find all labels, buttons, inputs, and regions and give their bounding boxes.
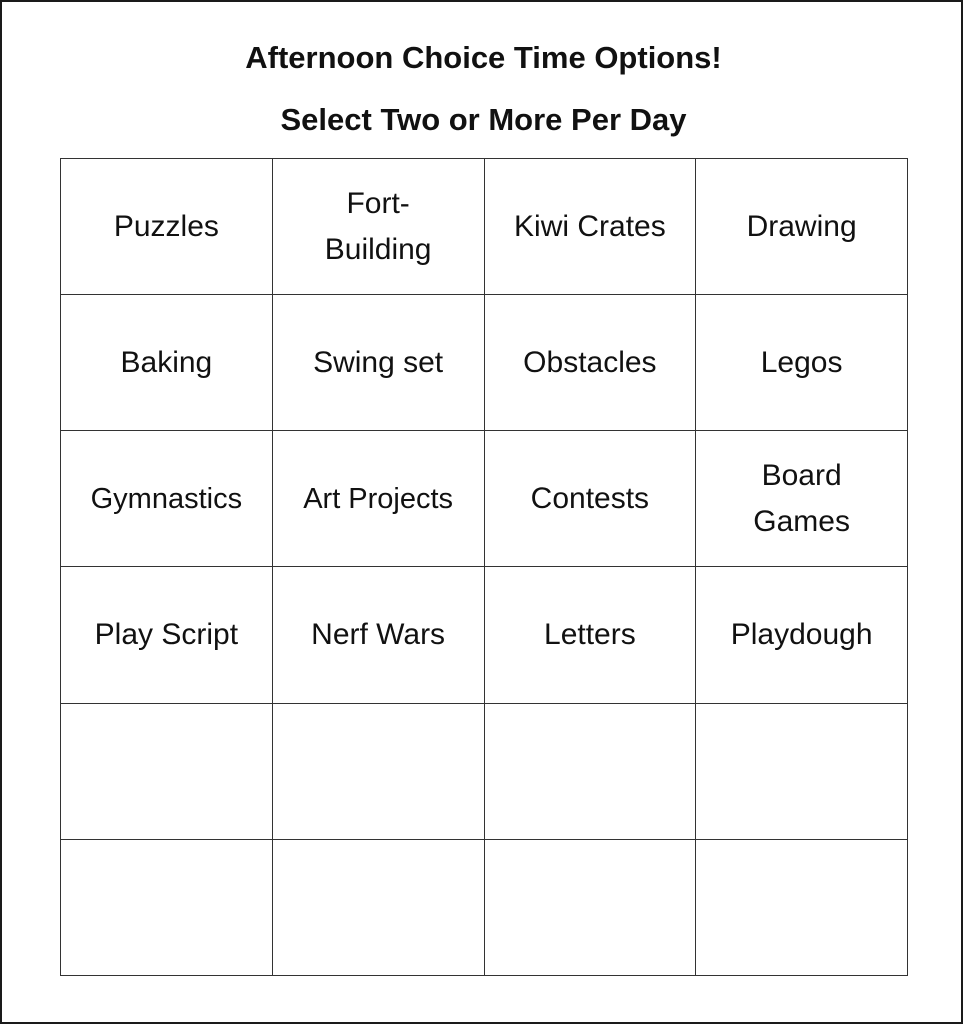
- grid-cell: [484, 159, 696, 295]
- activity-label: Board Games: [753, 458, 850, 538]
- grid-cell-empty: [696, 839, 908, 975]
- activity-label: Swing set: [313, 345, 444, 379]
- grid-cell: [272, 431, 484, 567]
- grid-cell: [696, 159, 908, 295]
- activity-label: Drawing: [746, 209, 857, 243]
- activity-label: Legos: [760, 345, 843, 379]
- grid-row: [61, 159, 908, 295]
- activity-label: Play Script: [94, 618, 239, 652]
- activity-label: Gymnastics: [90, 482, 243, 515]
- grid-cell: [61, 567, 273, 703]
- grid-cell: [484, 567, 696, 703]
- grid-cell-empty: [61, 703, 273, 839]
- grid-row: [61, 431, 908, 567]
- grid-cell-empty: [61, 839, 273, 975]
- grid-cell: [484, 295, 696, 431]
- grid-cell-empty: [272, 703, 484, 839]
- activity-grid: [60, 158, 908, 976]
- document-subtitle: Select Two or More Per Day: [280, 102, 687, 137]
- activity-label: Art Projects: [303, 482, 454, 515]
- activity-label: Obstacles: [523, 345, 657, 379]
- grid-cell-empty: [272, 839, 484, 975]
- grid-cell: [61, 159, 273, 295]
- grid-cell: [696, 431, 908, 567]
- grid-row: [61, 295, 908, 431]
- grid-cell: [484, 431, 696, 567]
- document-title: Afternoon Choice Time Options!: [245, 40, 722, 75]
- grid-cell: [696, 567, 908, 703]
- grid-cell: [696, 295, 908, 431]
- grid-cell: [272, 295, 484, 431]
- grid-row: [61, 567, 908, 703]
- grid-cell: [61, 431, 273, 567]
- grid-cell-empty: [484, 703, 696, 839]
- activity-label: Letters: [544, 618, 636, 652]
- activity-label: Playdough: [730, 618, 873, 652]
- activity-label: Nerf Wars: [311, 618, 446, 652]
- grid-cell-empty: [484, 839, 696, 975]
- grid-cell: [61, 295, 273, 431]
- activity-label: Puzzles: [113, 209, 219, 243]
- activity-label: Contests: [530, 481, 650, 515]
- activity-label: Fort- Building: [324, 186, 432, 266]
- grid-row: [61, 703, 908, 839]
- grid-row: [61, 839, 908, 975]
- grid-cell: [272, 159, 484, 295]
- activity-label: Baking: [120, 345, 213, 379]
- grid-cell: [272, 567, 484, 703]
- activity-label: Kiwi Crates: [514, 209, 666, 243]
- grid-cell-empty: [696, 703, 908, 839]
